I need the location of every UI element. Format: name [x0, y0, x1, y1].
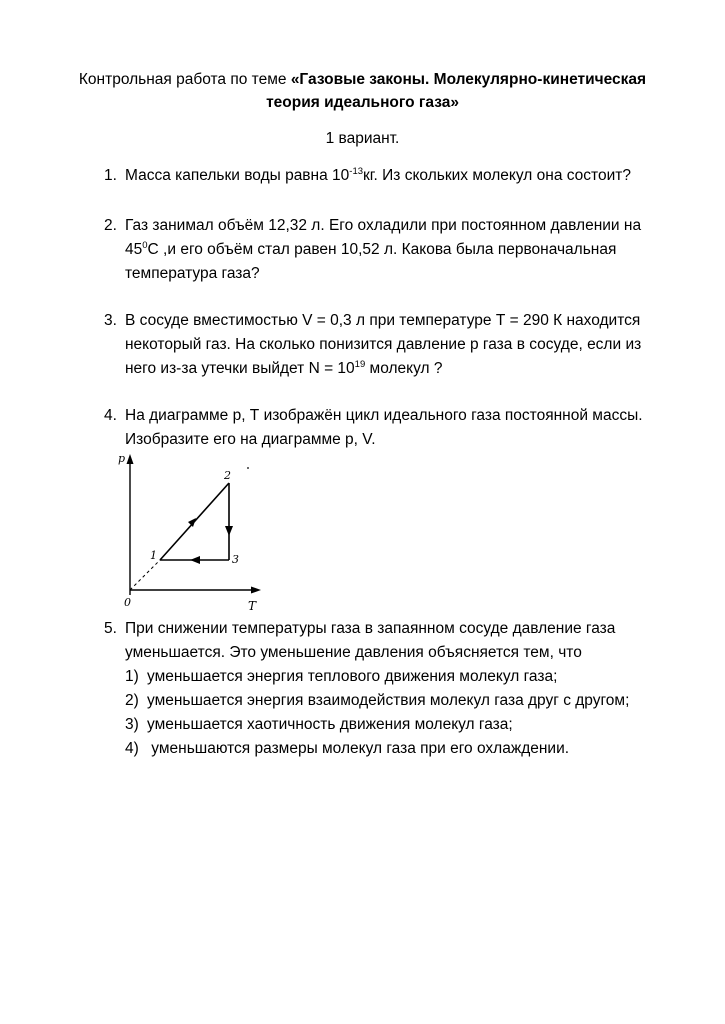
q3-line-3b: молекул ?	[365, 360, 443, 377]
arrow-2-3	[225, 526, 233, 536]
q3-line-3	[125, 357, 641, 381]
point-1-label: 1	[150, 549, 157, 562]
option-number: 4)	[125, 740, 139, 757]
q2-degree: 0	[142, 239, 148, 251]
origin-label: 0	[124, 596, 131, 609]
question-2	[104, 214, 641, 286]
header-topic-cont: теория идеального газа»	[266, 94, 459, 111]
question-5	[104, 617, 629, 761]
p-axis-arrow	[127, 454, 134, 464]
question-text	[125, 164, 631, 188]
option-number: 1)	[125, 668, 139, 685]
q3-line-2: некоторый газ. На сколько понизится давление р газа в сосуде, если из	[125, 336, 642, 353]
dashed-extension	[130, 560, 160, 590]
question-number: 3.	[104, 312, 117, 329]
q2-line-2a: 45	[125, 241, 143, 258]
q3-exponent: 19	[354, 358, 366, 370]
question-3	[104, 309, 641, 381]
question-text	[125, 404, 643, 452]
option-text: уменьшаются размеры молекул газа при его охлаждении.	[147, 740, 570, 757]
p-axis-label: p	[118, 452, 126, 465]
question-number: 1.	[104, 167, 117, 184]
q4-line-2: Изобразите его на диаграмме р, V.	[125, 431, 376, 448]
arrow-1-2	[188, 518, 196, 527]
option-text: уменьшается энергия взаимодействия молекул газа друг с другом;	[147, 692, 630, 709]
option-text: уменьшается хаотичность движения молекул газа;	[147, 716, 513, 733]
q3-line-1: В сосуде вместимостью V = 0,3 л при температуре Т = 290 К находится	[125, 312, 641, 329]
question-text	[125, 617, 629, 761]
header-topic: «Газовые законы. Молекулярно-кинетическая	[290, 71, 647, 88]
q2-line-2	[125, 238, 641, 262]
option-number: 3)	[125, 716, 139, 733]
arrow-3-1	[190, 556, 200, 564]
q5-line-1: При снижении температуры газа в запаянном сосуде давление газа	[125, 620, 616, 637]
point-3-label: 3	[232, 553, 239, 566]
question-number: 2.	[104, 217, 117, 234]
q2-line-1: Газ занимал объём 12,32 л. Его охладили при постоянном давлении на	[125, 217, 642, 234]
pt-cycle-diagram	[110, 450, 290, 625]
q1-text-a: Масса капельки воды равна 10	[125, 167, 350, 184]
header-line-1	[0, 70, 725, 90]
answer-option-1	[125, 665, 629, 689]
option-text: уменьшается энергия теплового движения молекул газа;	[147, 668, 558, 685]
question-number: 5.	[104, 620, 117, 637]
question-text	[125, 309, 641, 381]
t-axis-arrow	[251, 587, 261, 594]
q5-line-2: уменьшается. Это уменьшение давления объясняется тем, что	[125, 644, 582, 661]
question-1	[104, 164, 631, 188]
answer-option-2	[125, 689, 629, 713]
answer-option-4	[125, 737, 629, 761]
option-number: 2)	[125, 692, 139, 709]
header-plain: Контрольная работа по теме	[78, 71, 291, 88]
q3-line-3a: него из-за утечки выйдет N = 10	[125, 360, 355, 377]
question-4	[104, 404, 643, 452]
t-axis-label: T	[248, 599, 257, 613]
q1-text-b: кг. Из скольких молекул она состоит?	[363, 167, 631, 184]
question-number: 4.	[104, 407, 117, 424]
answer-option-3	[125, 713, 629, 737]
q4-line-1: На диаграмме р, Т изображён цикл идеального газа постоянной массы.	[125, 407, 643, 424]
question-text	[125, 214, 641, 286]
stray-dot	[247, 467, 249, 469]
variant-label: 1 вариант.	[325, 130, 400, 147]
point-2-label: 2	[224, 469, 231, 482]
header-line-2	[0, 93, 725, 113]
q1-exponent: -13	[349, 165, 364, 177]
q2-line-3: температура газа?	[125, 265, 260, 282]
q2-line-2b: С ,и его объём стал равен 10,52 л. Какова была первоначальная	[147, 241, 617, 258]
